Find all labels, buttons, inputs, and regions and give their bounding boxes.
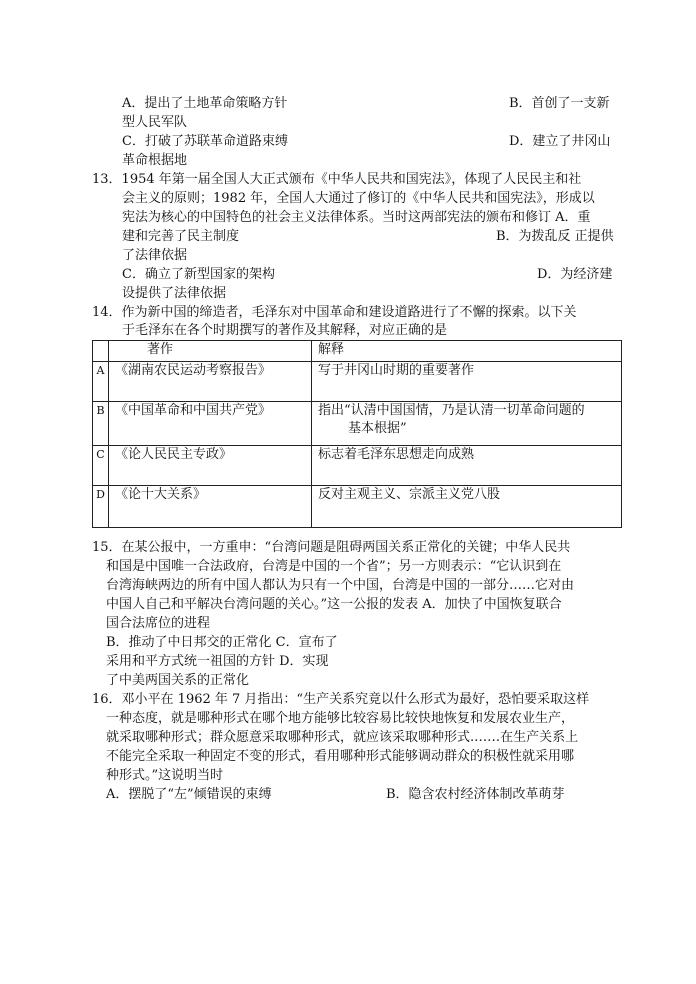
row-explanation: 标志着毛泽东思想走向成熟	[312, 446, 622, 486]
q15-stem-line-3: 台湾海峡两边的所有中国人都认为只有一个中国，台湾是中国的一部分……它对由	[106, 578, 575, 593]
row-work: 《中国革命和中国共产党》	[109, 402, 312, 446]
q16-option-b: B．隐含农村经济体制改革萌芽	[386, 787, 565, 802]
q13-option-a-cont: 建和完善了民主制度	[122, 229, 240, 244]
row-key: D	[93, 486, 109, 528]
q16-option-a: A．摆脱了“左”倾错误的束缚	[106, 787, 272, 802]
row-key: C	[93, 446, 109, 486]
q13-stem-line-2: 会主义的原则；1982 年，全国人大通过了修订的《中华人民共和国宪法》，形成以	[122, 191, 595, 206]
q15-stem-line-4: 中国人自己和平解决台湾问题的关心。”这一公报的发表 A．加快了中国恢复联合	[106, 597, 562, 612]
q16-stem-line-3: 就采取哪种形式；群众愿意采取哪种形式，就应该采取哪种形式.……在生产关系上	[106, 730, 579, 745]
q13-stem-line-1: 13．1954 年第一届全国人大正式颁布《中华人民共和国宪法》，体现了人民民主和社	[92, 172, 582, 187]
table-header-row	[93, 341, 622, 362]
row-explanation-line-1: 指出“认清中国国情，乃是认清一切革命问题的	[318, 403, 585, 418]
row-key: B	[93, 402, 109, 446]
q16-stem-line-4: 不能完全采取一种固定不变的形式，看用哪种形式能够调动群众的积极性就采用哪	[106, 749, 575, 764]
table-row	[93, 446, 622, 486]
row-work: 《湖南农民运动考察报告》	[109, 362, 312, 402]
q16-stem-line-5: 种形式。”这说明当时	[106, 768, 224, 783]
q12-option-d-cont: 革命根据地	[122, 153, 188, 168]
q15-option-c-d: 采用和平方式统一祖国的方针 D．实现	[106, 654, 329, 669]
q15-stem-line-1: 15．在某公报中，一方重申：“台湾问题是阻碍两国关系正常化的关键；中华人民共	[92, 540, 571, 555]
q13-option-d-cont: 设提供了法律依据	[122, 286, 227, 301]
q16-stem-line-2: 一种态度，就是哪种形式在哪个地方能够比较容易比较快地恢复和发展农业生产，	[106, 711, 575, 726]
table-header-work: 著作	[109, 341, 312, 362]
table-row	[93, 402, 622, 446]
row-work: 《论十大关系》	[109, 486, 312, 528]
row-explanation: 写于井冈山时期的重要著作	[312, 362, 622, 402]
q15-option-a-cont: 国合法席位的进程	[106, 616, 211, 631]
q14-stem-line-2: 于毛泽东在各个时期撰写的著作及其解释，对应正确的是	[122, 323, 448, 338]
q14-stem-line-1: 14．作为新中国的缔造者，毛泽东对中国革命和建设道路进行了不懈的探索。以下关	[92, 305, 577, 320]
table-header-key	[93, 341, 109, 362]
table-header-explanation: 解释	[312, 341, 622, 362]
row-work: 《论人民民主专政》	[109, 446, 312, 486]
row-explanation-line-2: 基本根据”	[348, 421, 407, 436]
row-explanation	[312, 402, 622, 446]
q15-stem-line-2: 和国是中国唯一合法政府，台湾是中国的一个省”；另一方则表示：“它认识到在	[106, 559, 562, 574]
q12-option-b: B．首创了一支新	[509, 96, 610, 111]
q12-option-b-cont: 型人民军队	[122, 115, 188, 130]
table-row	[93, 362, 622, 402]
q15-option-b-c: B．推动了中日邦交的正常化 C．宣布了	[106, 635, 338, 650]
row-key: A	[93, 362, 109, 402]
q12-option-d: D．建立了井冈山	[509, 134, 611, 149]
table-row	[93, 486, 622, 528]
q12-option-a: A．提出了土地革命策略方针	[122, 96, 288, 111]
q16-stem-line-1: 16．邓小平在 1962 年 7 月指出：“生产关系究竟以什么形式为最好，恐怕要采取这样	[92, 692, 590, 707]
q13-option-b-cont: 了法律依据	[122, 248, 188, 263]
q15-option-d-cont: 了中美两国关系的正常化	[106, 673, 250, 688]
q13-option-d: D．为经济建	[537, 267, 613, 282]
row-explanation: 反对主观主义、宗派主义党八股	[312, 486, 622, 528]
q12-option-c: C．打破了苏联革命道路束缚	[122, 134, 288, 149]
q13-option-b: B．为拨乱反 正提供	[496, 229, 614, 244]
q13-stem-line-3: 宪法为核心的中国特色的社会主义法律体系。当时这两部宪法的颁布和修订 A．重	[122, 210, 591, 225]
q14-table	[92, 340, 622, 528]
q13-option-c: C．确立了新型国家的架构	[122, 267, 275, 282]
